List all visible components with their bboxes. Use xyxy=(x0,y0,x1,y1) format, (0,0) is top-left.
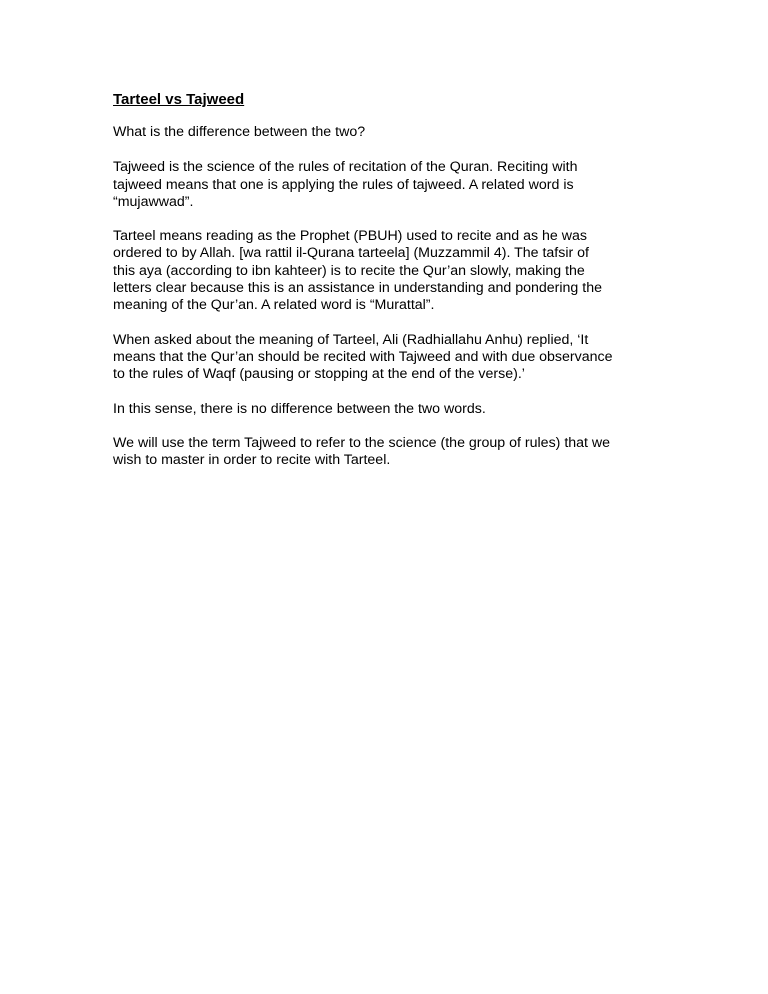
paragraph-ali-quote: When asked about the meaning of Tarteel, Ali (Radhiallahu Anhu) replied, ‘It means that the Qur’an should be recited with Tajweed and with due observance to the rules of Waqf (pausing or stopping at the end of the verse).’ xyxy=(113,331,613,383)
paragraph-term-usage: We will use the term Tajweed to refer to the science (the group of rules) that we wish to master in order to recite with Tarteel. xyxy=(113,434,611,469)
paragraph-no-difference: In this sense, there is no difference between the two words. xyxy=(113,400,486,417)
document-title: Tarteel vs Tajweed xyxy=(113,91,245,108)
paragraph-tajweed: Tajweed is the science of the rules of recitation of the Quran. Reciting with tajweed means that one is applying the rules of tajweed. A related word is “mujawwad”. xyxy=(113,159,578,210)
document-page xyxy=(113,90,658,486)
paragraph-tarteel: Tarteel means reading as the Prophet (PBUH) used to recite and as he was ordered to by Allah. [wa rattil il-Qurana tarteela] (Muzzammil 4). The tafsir of this aya (according to ibn kahteer) is to recite the Qur’an slowly, making the letters clear because this is an assistance in understanding and pondering the meaning of the Qur’an. A related word is “Murattal”. xyxy=(113,228,602,314)
paragraph-question: What is the difference between the two? xyxy=(113,124,366,140)
